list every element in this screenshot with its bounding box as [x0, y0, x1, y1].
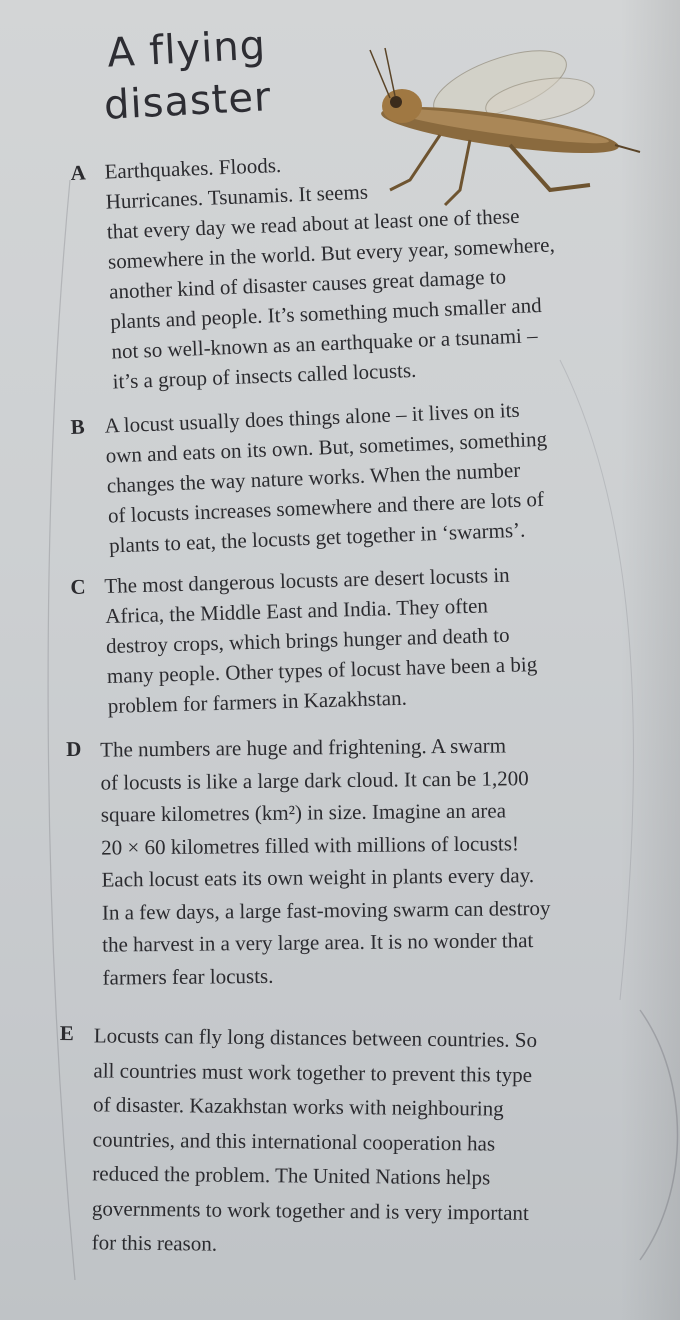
text-line: of locusts increases somewhere and there are lots of	[107, 486, 545, 528]
text-line: all countries must work together to prevent this type	[93, 1057, 533, 1087]
text-line: Earthquakes. Floods.	[104, 152, 282, 184]
text-line: countries, and this international cooperation has	[92, 1126, 496, 1156]
text-line: 20 × 60 kilometres filled with millions of locusts!	[101, 830, 520, 860]
paragraph-text	[104, 391, 629, 561]
text-line: another kind of disaster causes great damage to	[108, 264, 507, 304]
text-line: it’s a group of insects called locusts.	[112, 357, 417, 394]
title-line-1: A flying	[106, 22, 268, 77]
text-line: problem for farmers in Kazakhstan.	[107, 685, 408, 718]
paragraph-letter: C	[70, 574, 86, 599]
paragraph-text	[104, 137, 633, 397]
text-line: square kilometres (km²) in size. Imagine an area	[100, 798, 507, 827]
paragraph-e	[59, 1018, 620, 1256]
text-line: Each locust eats its own weight in plants every day.	[101, 863, 535, 892]
text-line: governments to work together and is very important	[91, 1195, 529, 1225]
text-line: reduced the problem. The United Nations helps	[92, 1161, 491, 1190]
text-line: of locusts is like a large dark cloud. It can be 1,200	[100, 765, 529, 795]
title-line-2: disaster	[102, 74, 273, 129]
paragraph-text	[104, 557, 628, 721]
text-line: The numbers are huge and frightening. A swarm	[100, 733, 507, 762]
text-line: In a few days, a large fast-moving swarm can destroy	[101, 895, 551, 925]
text-line: changes the way nature works. When the number	[106, 457, 521, 498]
paragraph-text	[91, 1018, 614, 1265]
text-line: somewhere in the world. But every year, somewhere,	[107, 232, 556, 274]
paragraph-d	[66, 728, 626, 990]
text-line: many people. Other types of locust have been a big	[106, 651, 538, 689]
text-line: plants to eat, the locusts get together in ‘swarms’.	[108, 517, 526, 558]
paragraph-letter: D	[66, 736, 82, 761]
text-line: of disaster. Kazakhstan works with neighbouring	[92, 1092, 504, 1121]
text-line: plants and people. It’s something much smaller and	[109, 293, 543, 334]
text-line: Locusts can fly long distances between countries. So	[93, 1023, 538, 1052]
paragraph-letter: E	[59, 1020, 74, 1046]
text-line: farmers fear locusts.	[102, 963, 274, 990]
paragraph-text	[100, 728, 623, 993]
text-line: not so well-known as an earthquake or a tsunami –	[110, 323, 538, 364]
text-line: Hurricanes. Tsunamis. It seems	[105, 179, 369, 214]
text-line: A locust usually does things alone – it lives on its	[104, 397, 521, 438]
text-line: destroy crops, which brings hunger and death to	[105, 622, 510, 659]
text-line: Africa, the Middle East and India. They often	[104, 593, 489, 629]
text-line: the harvest in a very large area. It is no wonder that	[102, 928, 534, 957]
text-line: own and eats on its own. But, sometimes, something	[105, 426, 548, 468]
text-line: that every day we read about at least one of these	[106, 203, 520, 244]
page-title	[100, 19, 273, 132]
paragraph-letter: A	[70, 160, 87, 185]
text-line: The most dangerous locusts are desert locusts in	[104, 562, 510, 599]
paragraph-letter: B	[70, 414, 86, 439]
text-line: for this reason.	[91, 1230, 218, 1256]
